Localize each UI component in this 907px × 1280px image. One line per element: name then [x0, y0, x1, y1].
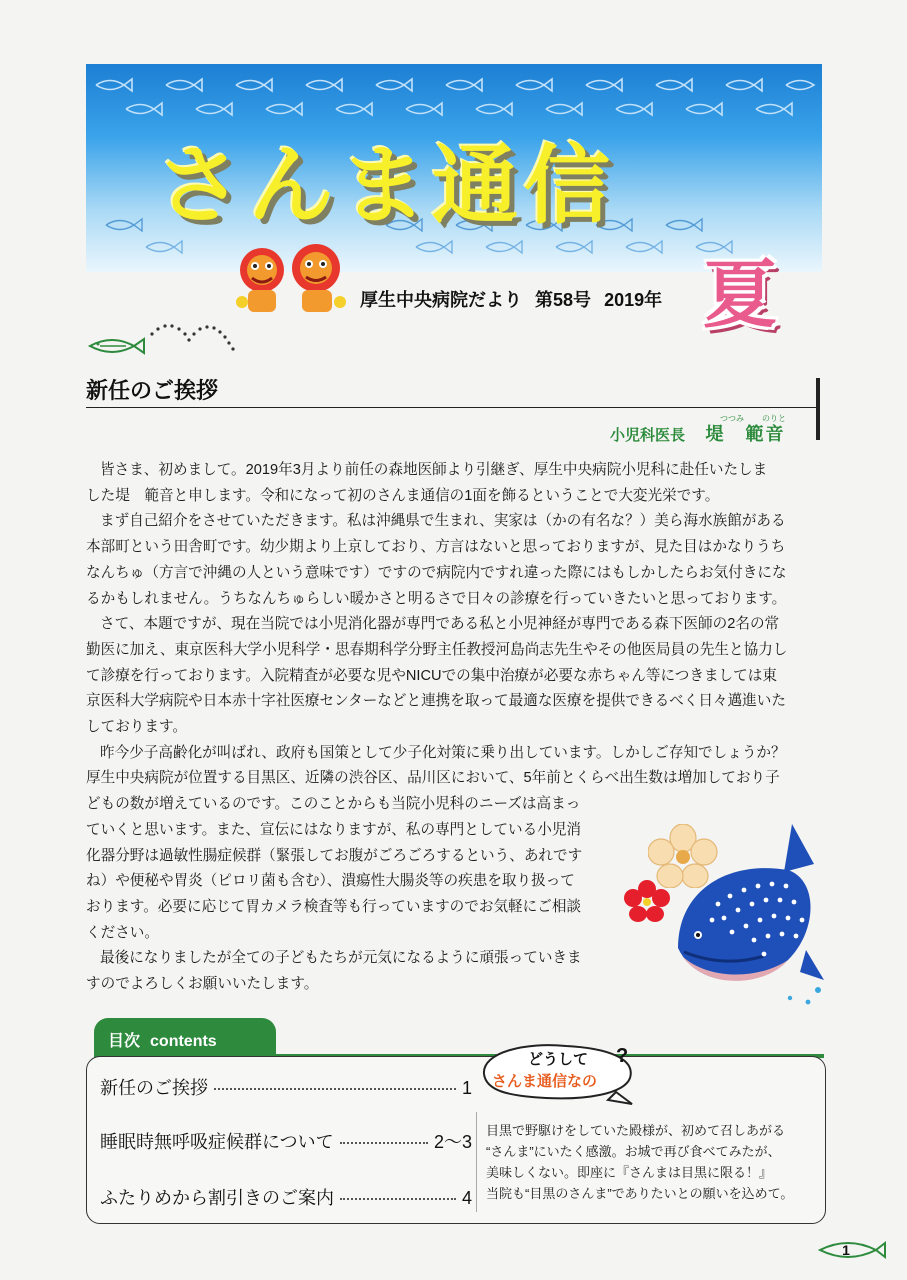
- leader-dots: [340, 1142, 428, 1144]
- toc-item-page: 2〜3: [433, 1132, 472, 1152]
- author-credit: [610, 420, 785, 446]
- toc-item-title: 新任のご挨拶: [100, 1078, 208, 1098]
- why-explanation: [486, 1120, 822, 1204]
- bubble-question: ?: [616, 1045, 629, 1067]
- issue-info: [360, 286, 670, 312]
- leader-dots: [214, 1088, 456, 1090]
- page-number-badge: [816, 1236, 888, 1264]
- page-number: 1: [842, 1242, 850, 1258]
- body-line: すのでよろしくお願いいたします。: [86, 976, 319, 993]
- speech-bubble: [476, 1034, 646, 1110]
- toc-item-page: 4: [461, 1188, 472, 1208]
- divider: [476, 1112, 477, 1212]
- body-line: さて、本題ですが、現在当院では小児消化器が専門である私と小児神経が専門である森下医師の2名の常: [100, 616, 780, 633]
- shisa-icon: [230, 240, 350, 316]
- hibiscus-icon: [624, 880, 670, 922]
- body-line: 勤医に加え、東京医科大学小児科学・思春期科学分野主任教授河島尚志先生やその他医局員の先生と協力し: [86, 641, 788, 658]
- article-heading: 新任のご挨拶: [86, 378, 219, 403]
- why-line: 美味しくない。即座に『さんまは目黒に限る！』: [486, 1165, 773, 1180]
- body-line: なんちゅ（方言で沖縄の人という意味です）ですので病院内ですれ違った際にはもしかしたらお気付きにな: [86, 564, 787, 581]
- why-line: 目黒で野駆けをしていた殿様が、初めて召しあがる: [486, 1123, 786, 1138]
- body-line: した堤 範音と申します。令和になって初のさんま通信の1面を飾るということで大変光栄です。: [86, 487, 720, 504]
- body-line: 昨今少子高齢化が叫ばれ、政府も国策として少子化対策に乗り出しています。しかしご存知でしょうか？: [100, 744, 786, 761]
- season-label: 夏: [703, 252, 777, 338]
- whale-shark-icon: [668, 820, 828, 1010]
- issue-number: 第58号: [535, 290, 592, 310]
- body-line: おります。必要に応じて胃カメラ検査等も行っていますのでお気軽にご相談: [86, 898, 582, 915]
- body-line: て診療を行っております。入院精査が必要な児やNICUでの集中治療が必要な赤ちゃん等につきましては東: [86, 667, 777, 684]
- body-line: 化器分野は過敏性腸症候群（緊張してお腹がごろごろするという、あれです: [86, 847, 583, 864]
- issue-year: 2019年: [604, 290, 663, 310]
- body-line: ていくと思います。また、宣伝にはなりますが、私の専門としている小児消: [86, 821, 582, 838]
- body-line: 最後になりましたが全ての子どもたちが元気になるように頑張っていきま: [100, 950, 582, 967]
- newsletter-title: さんま通信: [156, 136, 616, 236]
- divider: [86, 407, 820, 408]
- fish-icon: [86, 320, 256, 360]
- body-line: しております。: [86, 719, 187, 736]
- author-ruby: のりと: [762, 414, 786, 423]
- toc-item-title: ふたりめから割引きのご案内: [100, 1188, 334, 1208]
- body-line: 厚生中央病院が位置する目黒区、近隣の渋谷区、品川区において、5年前とくらべ出生数は増加しており子: [86, 770, 780, 787]
- body-line: まず自己紹介をさせていただきます。私は沖縄県で生まれ、実家は（かの有名な？）美ら海水族館がある: [100, 513, 786, 530]
- body-line: ください。: [86, 924, 159, 941]
- leader-dots: [340, 1198, 456, 1200]
- toc-item[interactable]: [100, 1184, 472, 1210]
- body-line: 皆さま、初めまして。2019年3月より前任の森地医師より引継ぎ、厚生中央病院小児科に赴任いたしま: [100, 462, 768, 478]
- toc-item[interactable]: [100, 1128, 472, 1154]
- newsletter-subtitle: 厚生中央病院だより: [360, 290, 522, 310]
- author-role: 小児科医長: [610, 427, 686, 444]
- why-line: “さんま”にいたく感激。お城で再び食べてみたが、: [486, 1144, 781, 1159]
- toc-item-title: 睡眠時無呼吸症候群について: [100, 1132, 334, 1152]
- body-line: どもの数が増えているのです。このことからも当院小児科のニーズは高まっ: [86, 796, 581, 813]
- toc-item[interactable]: [100, 1074, 472, 1100]
- bubble-line1: どうして: [528, 1051, 589, 1068]
- fish-pattern: [86, 74, 822, 96]
- body-line: 本部町という田舎町です。幼少期より上京しており、方言はないと思っておりますが、見た目はかなりうち: [86, 539, 786, 556]
- why-line: 当院も“目黒のさんま”でありたいとの願いを込めて。: [486, 1186, 794, 1201]
- author-ruby: つつみ: [720, 414, 744, 423]
- body-line: るかもしれません。うちなんちゅらしい暖かさと明るさで日々の診療を行っていきたいと思っております。: [86, 590, 787, 607]
- bubble-line2: さんま通信なの: [492, 1073, 598, 1090]
- toc-item-page: 1: [461, 1078, 472, 1098]
- body-line: ね）や便秘や胃炎（ピロリ菌も含む）、潰瘍性大腸炎等の疾患を取り扱って: [86, 873, 575, 890]
- toc-label: [108, 1028, 217, 1051]
- toc-label-en: contents: [150, 1033, 217, 1050]
- body-line: 京医科大学病院や日本赤十字社医療センターなどと連携を取って最適な医療を提供できるべく日々邁進いた: [86, 693, 786, 710]
- author-name: 堤 範音: [705, 424, 786, 444]
- toc-label-ja: 目次: [108, 1033, 141, 1050]
- divider: [816, 378, 820, 440]
